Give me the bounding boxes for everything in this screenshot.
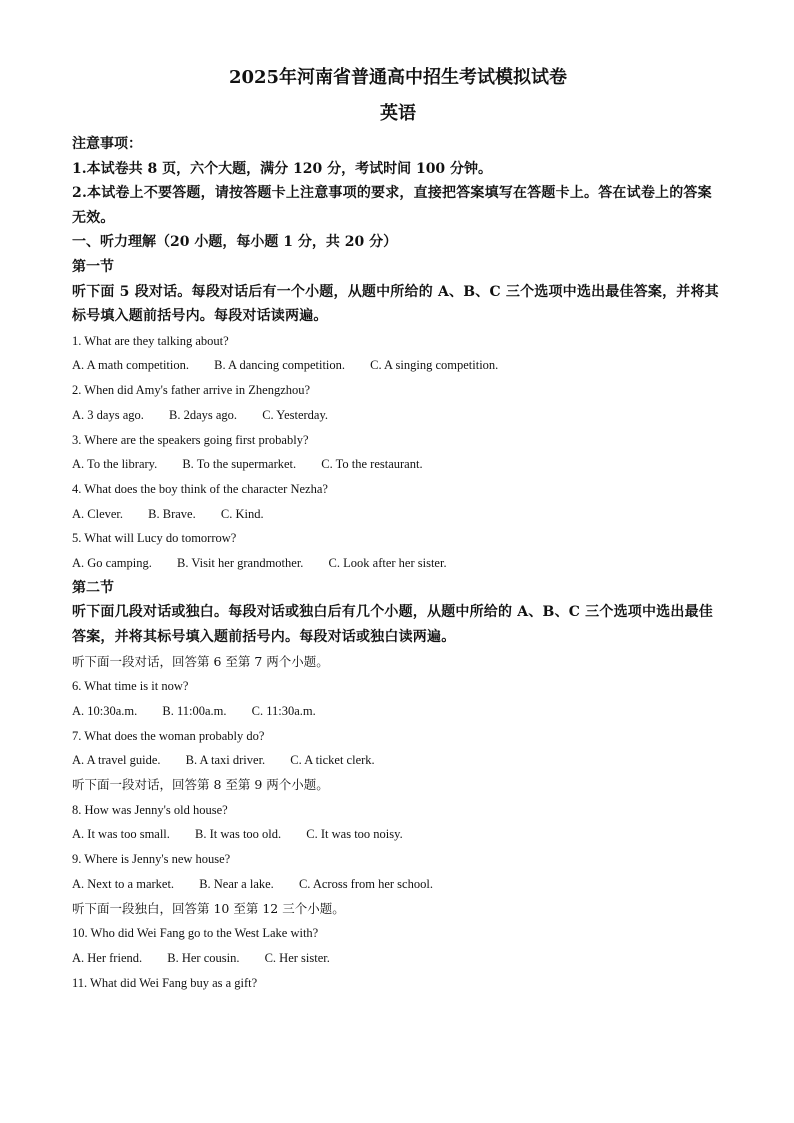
option-c: C. A ticket clerk. <box>290 753 375 768</box>
option-a: A. To the library. <box>72 457 158 472</box>
option-b: B. Visit her grandmother. <box>176 556 304 571</box>
question-1: 1. What are they talking about? <box>72 333 229 348</box>
part-2-instructions: 听下面几段对话或独白。每段对话或独白后有几个小题，从题中所给的 A、B、C 三个选项中选出最佳答案，并将其标号填入题前括号内。每段对话或独白读两遍。 <box>72 604 713 645</box>
question-2-options <box>72 403 724 428</box>
option-a: A. Go camping. <box>72 556 152 571</box>
part-title-2: 第二节 <box>72 579 114 596</box>
option-c: C. Yesterday. <box>262 407 329 422</box>
monologue-note-10-12: 听下面一段独白，回答第 10 至第 12 三个小题。 <box>72 900 345 916</box>
option-a: A. Her friend. <box>72 951 143 965</box>
question-7: 7. What does the woman probably do? <box>72 728 265 743</box>
question-3: 3. Where are the speakers going first probably? <box>72 432 309 447</box>
notice-heading: 注意事项： <box>72 136 142 152</box>
question-2: 2. When did Amy's father arrive in Zhengzhou? <box>72 383 311 398</box>
dialogue-note-8-9: 听下面一段对话，回答第 8 至第 9 两个小题。 <box>72 777 329 793</box>
exam-title: 2025年河南省普通高中招生考试模拟试卷 <box>228 67 568 88</box>
part-title-1: 第一节 <box>72 258 114 275</box>
option-b: B. 11:00a.m. <box>162 703 227 718</box>
section-title-listening: 一、听力理解（20 小题，每小题 1 分，共 20 分） <box>72 234 398 251</box>
question-6: 6. What time is it now? <box>72 679 189 694</box>
notice-item-1: 1.本试卷共 8 页，六个大题，满分 120 分，考试时间 100 分钟。 <box>72 160 493 177</box>
option-b: B. To the supermarket. <box>182 457 297 472</box>
option-c: C. 11:30a.m. <box>251 703 316 718</box>
question-4: 4. What does the boy think of the character Nezha? <box>72 481 328 496</box>
option-b: B. 2days ago. <box>169 407 238 422</box>
option-a: A. 10:30a.m. <box>72 703 138 718</box>
option-a: A. A travel guide. <box>72 753 161 768</box>
question-4-options <box>72 502 724 527</box>
question-1-options <box>72 353 724 378</box>
exam-page <box>72 64 724 995</box>
question-11: 11. What did Wei Fang buy as a gift? <box>72 975 258 990</box>
option-a: A. A math competition. <box>72 358 190 373</box>
option-c: C. It was too noisy. <box>306 827 403 842</box>
option-a: A. Next to a market. <box>72 876 175 891</box>
option-b: B. A taxi driver. <box>185 753 266 768</box>
part-1-instructions: 听下面 5 段对话。每段对话后有一个小题，从题中所给的 A、B、C 三个选项中选出最佳答案，并将其标号填入题前括号内。每段对话读两遍。 <box>72 283 719 325</box>
question-9: 9. Where is Jenny's new house? <box>72 852 231 867</box>
option-c: C. Across from her school. <box>298 876 433 891</box>
question-6-options <box>72 699 724 724</box>
question-10: 10. Who did Wei Fang go to the West Lake with? <box>72 926 319 941</box>
exam-subject: 英语 <box>380 103 416 124</box>
option-c: C. Look after her sister. <box>328 556 447 571</box>
option-b: B. Near a lake. <box>199 876 274 891</box>
option-b: B. A dancing competition. <box>214 358 346 373</box>
question-8: 8. How was Jenny's old house? <box>72 802 228 817</box>
question-7-options <box>72 748 724 773</box>
notice-item-2: 2.本试卷上不要答题，请按答题卡上注意事项的要求，直接把答案填写在答题卡上。答在试卷上的答案无效。 <box>72 185 712 226</box>
question-10-options <box>72 946 724 971</box>
option-b: B. Brave. <box>148 506 196 521</box>
option-c: C. To the restaurant. <box>321 457 423 472</box>
option-a: A. 3 days ago. <box>72 407 144 422</box>
option-b: B. Her cousin. <box>167 951 240 965</box>
dialogue-note-6-7: 听下面一段对话，回答第 6 至第 7 两个小题。 <box>72 653 329 669</box>
option-a: A. Clever. <box>72 506 124 521</box>
question-3-options <box>72 452 724 477</box>
question-5-options <box>72 551 724 576</box>
option-c: C. A singing competition. <box>370 358 499 373</box>
option-c: C. Her sister. <box>264 951 330 965</box>
option-c: C. Kind. <box>220 506 264 521</box>
option-a: A. It was too small. <box>72 827 170 842</box>
question-9-options <box>72 872 724 897</box>
question-5: 5. What will Lucy do tomorrow? <box>72 531 237 546</box>
question-8-options <box>72 822 724 847</box>
option-b: B. It was too old. <box>195 827 282 842</box>
